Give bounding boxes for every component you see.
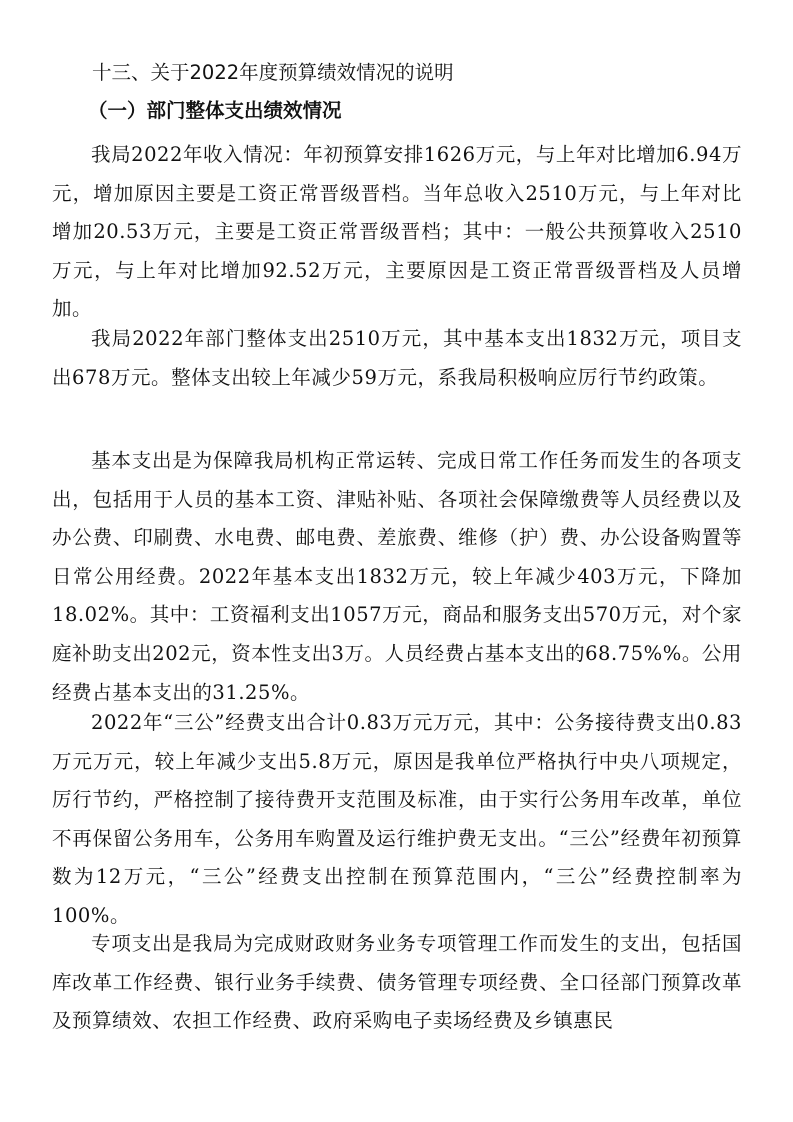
paragraph-total-expenditure: 我局2022年部门整体支出2510万元，其中基本支出1832万元，项目支出678万元。整体支出较上年减少59万元，系我局积极响应厉行节约政策。 xyxy=(52,327,742,389)
section-title: 十三、关于2022年度预算绩效情况的说明 xyxy=(92,61,454,84)
subsection-title: （一）部门整体支出绩效情况 xyxy=(88,99,342,122)
paragraph-three-public-expenses: 2022年“三公”经费支出合计0.83万元万元，其中：公务接待费支出0.83万元万元，较上年减少支出5.8万元，原因是我单位严格执行中央八项规定，厉行节约，严格控制了接待费开支范围及标准，由于实行公务用车改革，单位不再保留公务用车，公务用车购置及运行维护费无支出。“三公”经费年初预算数为12万元，“三公”经费支出控制在预算范围内，“三公”经费控制率为100%。 xyxy=(52,711,742,927)
paragraph-special-expenditure: 专项支出是我局为完成财政财务业务专项管理工作而发生的支出，包括国库改革工作经费、银行业务手续费、债务管理专项经费、全口径部门预算改革及预算绩效、农担工作经费、政府采购电子卖场经费及乡镇惠民 xyxy=(52,932,742,1033)
paragraph-basic-expenditure: 基本支出是为保障我局机构正常运转、完成日常工作任务而发生的各项支出，包括用于人员的基本工资、津贴补贴、各项社会保障缴费等人员经费以及办公费、印刷费、水电费、邮电费、差旅费、维修（护）费、办公设备购置等日常公用经费。2022年基本支出1832万元，较上年减少403万元，下降加18.02%。其中：工资福利支出1057万元，商品和服务支出570万元，对个家庭补助支出202元，资本性支出3万。人员经费占基本支出的68.75%%。公用经费占基本支出的31.25%。 xyxy=(52,449,742,704)
paragraph-revenue: 我局2022年收入情况：年初预算安排1626万元，与上年对比增加6.94万元，增加原因主要是工资正常晋级晋档。当年总收入2510万元，与上年对比增加20.53万元，主要是工资正常晋级晋档；其中：一般公共预算收入2510万元，与上年对比增加92.52万元，主要原因是工资正常晋级晋档及人员增加。 xyxy=(52,143,742,321)
